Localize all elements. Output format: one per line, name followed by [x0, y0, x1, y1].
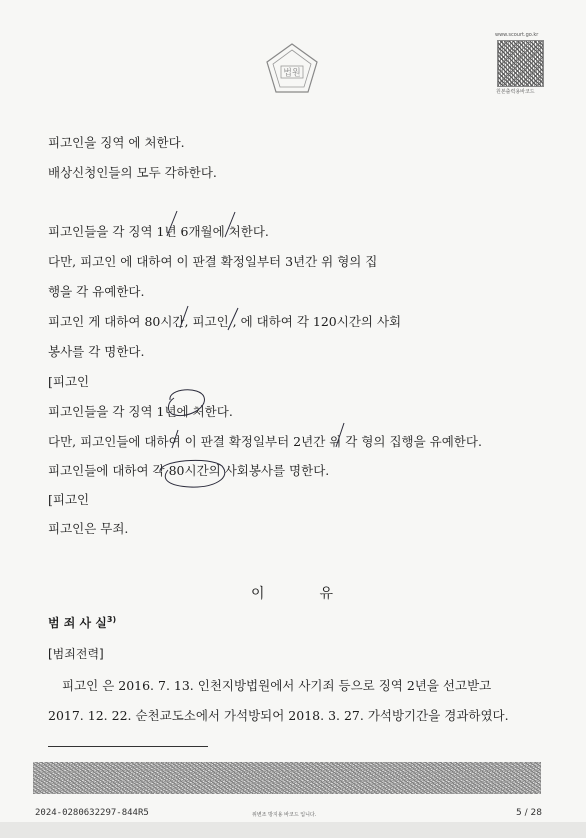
paragraph-line-1: 피고인 은 2016. 7. 13. 인천지방법원에서 사기죄 등으로 징역 2년을 선고받고: [62, 678, 492, 693]
page-number: 5 / 28: [516, 808, 542, 818]
body-line-1: 피고인을 징역 에 처한다.: [48, 135, 185, 150]
anti-forgery-barcode: [33, 762, 541, 794]
bottom-edge: [0, 822, 586, 838]
court-emblem-icon: [262, 40, 322, 100]
paragraph-line-2: 2017. 12. 22. 순천교도소에서 가석방되어 2018. 3. 27. 가석방기간을 경과하였다.: [48, 708, 509, 723]
body-line-11: 피고인들에 대하여 각 80시간의 사회봉사를 명한다.: [48, 463, 330, 478]
section-title: [48, 614, 116, 631]
body-line-9: 피고인들을 각 징역 1년에 처한다.: [48, 404, 233, 419]
body-line-4: 다만, 피고인 에 대하여 이 판결 확정일부터 3년간 위 형의 집: [48, 254, 378, 269]
document-id: 2024-0280632297-844R5: [35, 808, 149, 818]
body-line-13: 피고인은 무죄.: [48, 521, 129, 536]
body-line-3: 피고인들을 각 징역 1년 6개월에 처한다.: [48, 224, 269, 239]
body-line-6: 피고인 게 대하여 80시간, 피고인 , 에 대하여 각 120시간의 사회: [48, 314, 402, 329]
body-line-7: 봉사를 각 명한다.: [48, 344, 145, 359]
body-line-8: [피고인: [48, 374, 90, 389]
body-line-2: 배상신청인들의 모두 각하한다.: [48, 165, 217, 180]
reason-heading-char-1: 이: [251, 586, 267, 602]
emblem-text: 법원: [283, 68, 301, 79]
reason-heading: [0, 583, 586, 603]
subsection-label: [범죄전력]: [48, 647, 104, 661]
footnote-divider: [48, 746, 208, 747]
qr-url: www.scourt.go.kr: [495, 32, 539, 38]
barcode-note: 위변조 방지용 바코드 입니다.: [252, 812, 317, 818]
footnote-ref: 3): [106, 615, 117, 624]
qr-code: [497, 40, 544, 87]
body-line-12: [피고인: [48, 492, 90, 507]
qr-caption: 원본출력용바코드: [496, 89, 535, 95]
body-line-5: 행을 각 유예한다.: [48, 284, 145, 299]
body-line-10: 다만, 피고인들에 대하여 이 판결 확정일부터 2년간 위 각 형의 집행을 유예한다.: [48, 434, 482, 449]
reason-heading-char-2: 유: [319, 586, 335, 602]
section-title-text: 범 죄 사 실: [48, 616, 107, 630]
